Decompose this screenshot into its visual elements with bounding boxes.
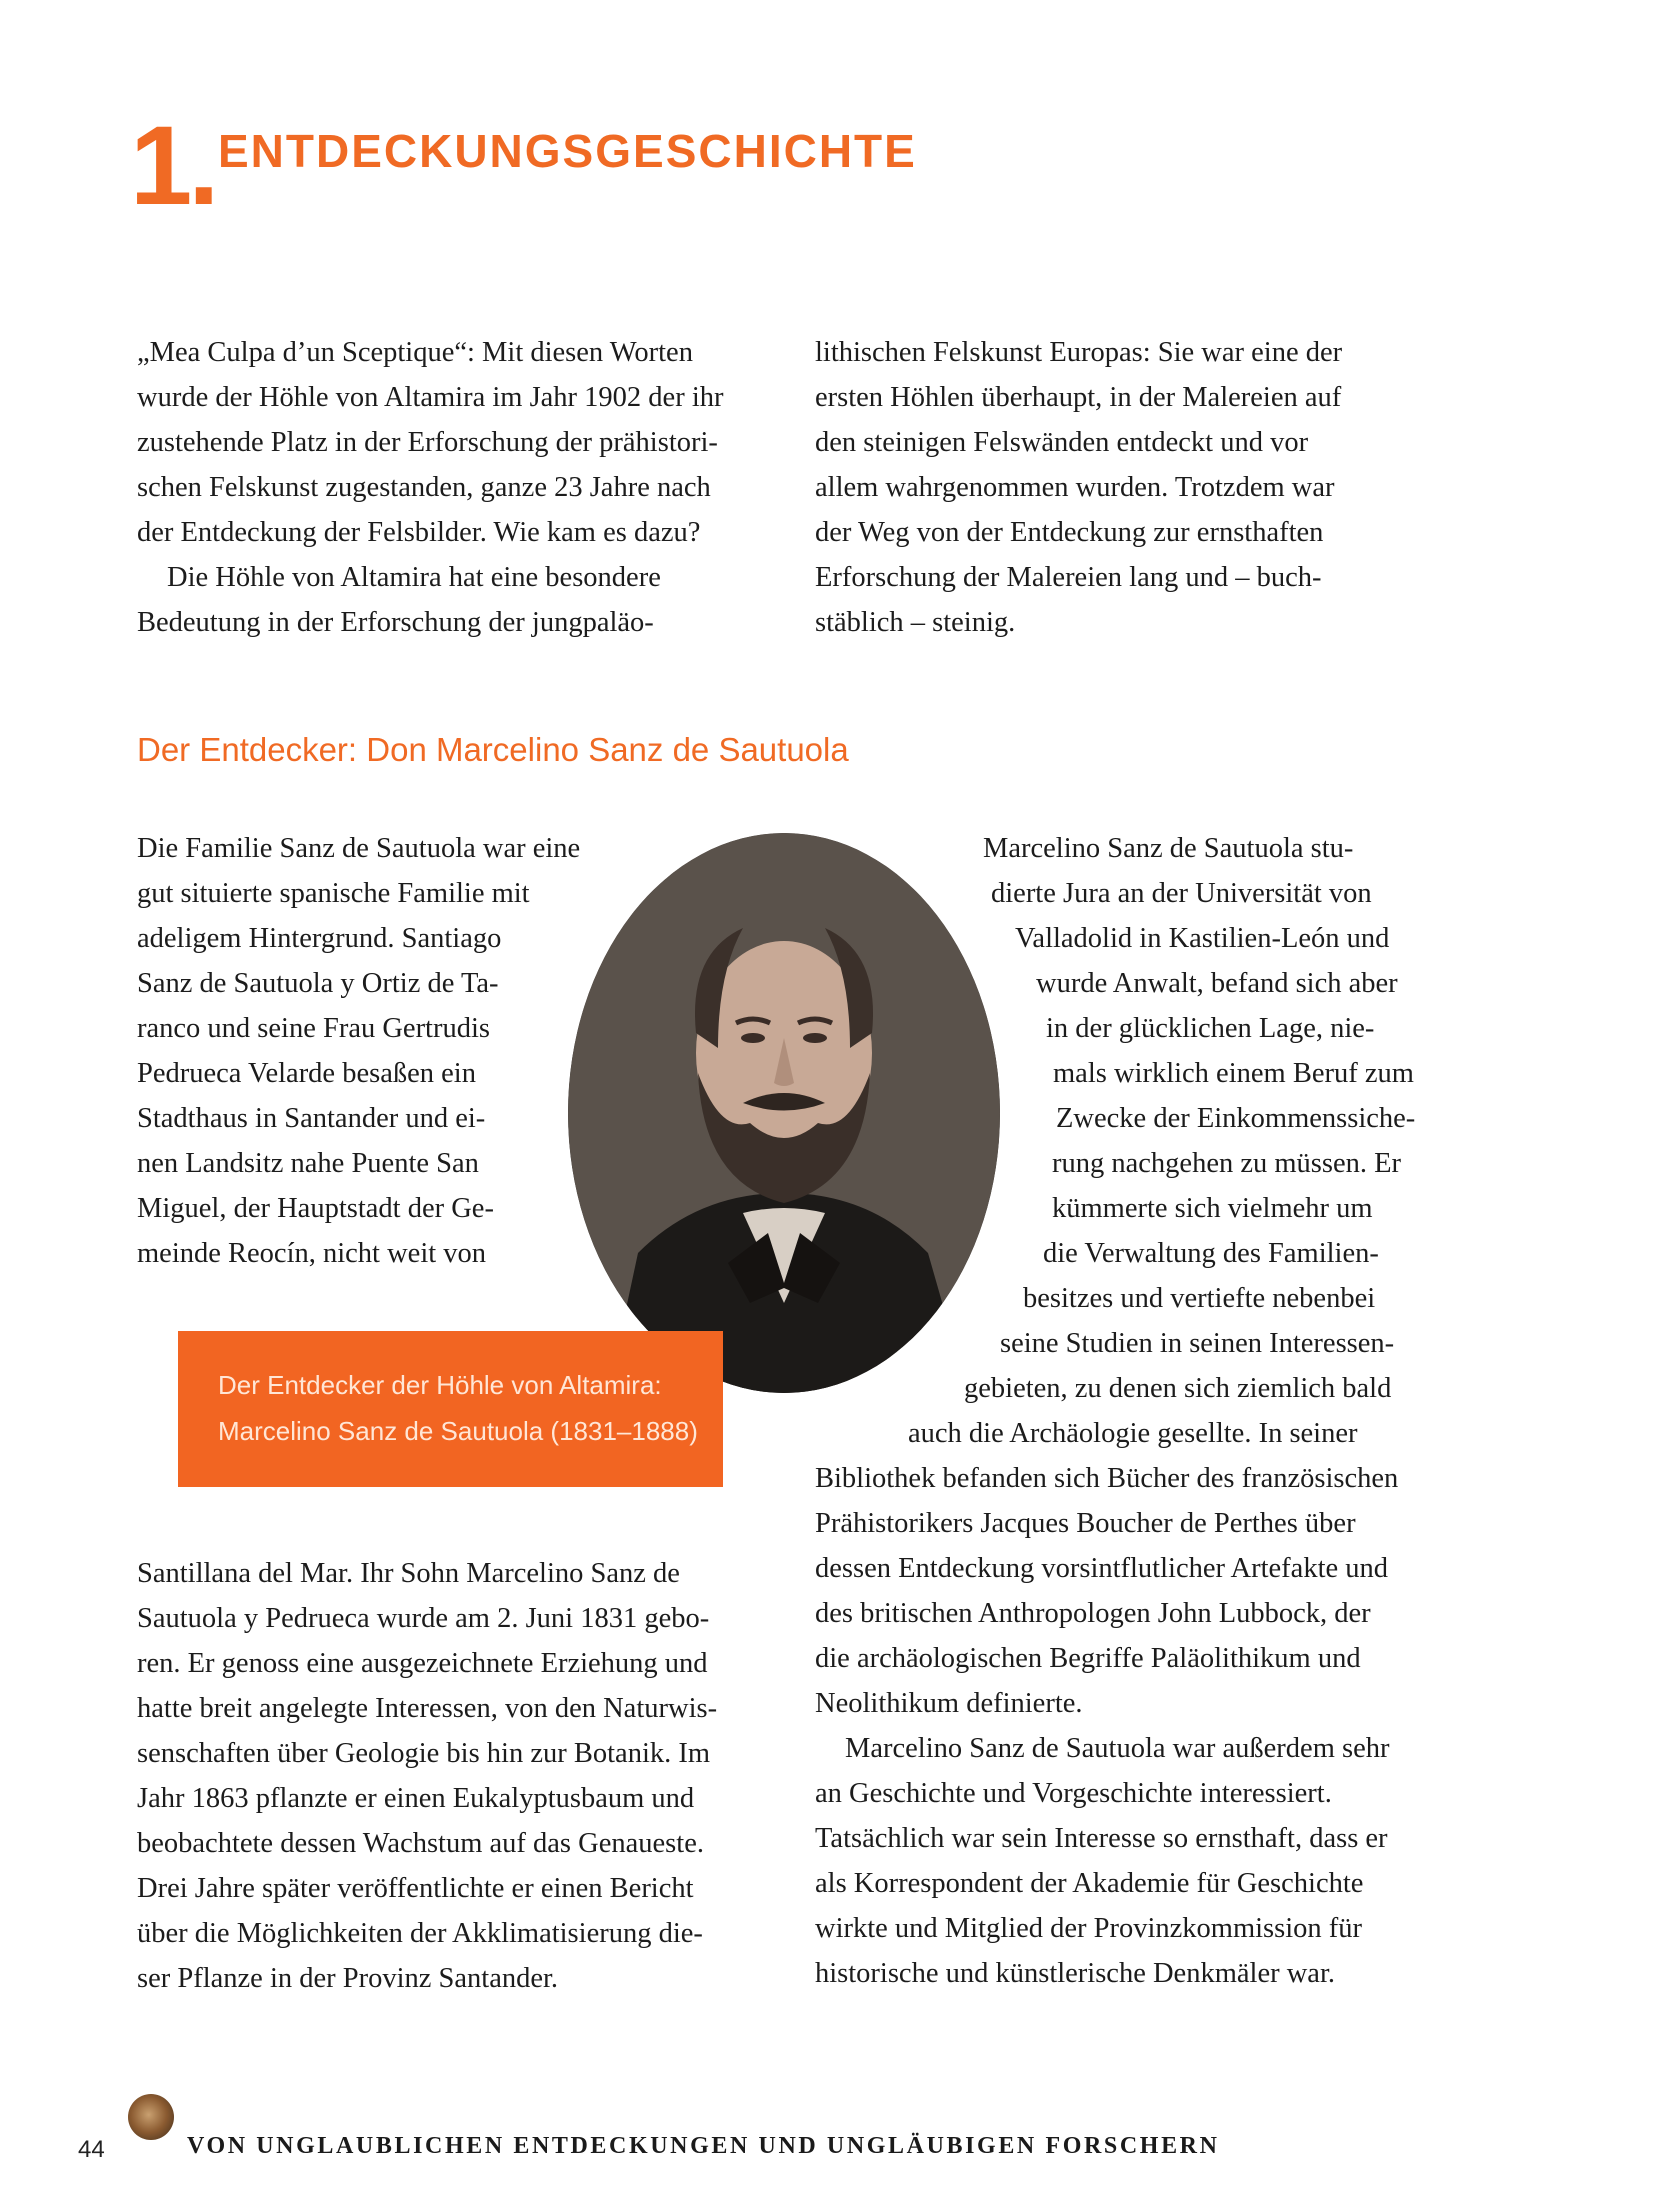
text-line: an Geschichte und Vorgeschichte interessiert. xyxy=(815,1778,1332,1809)
text-line: der Entdeckung der Felsbilder. Wie kam es dazu? xyxy=(137,517,701,548)
text-line: Tatsächlich war sein Interesse so ernsthaft, dass er xyxy=(815,1823,1388,1854)
text-line: seine Studien in seinen Interessen- xyxy=(1000,1328,1395,1359)
text-line: „Mea Culpa d’un Sceptique“: Mit diesen Worten xyxy=(137,337,693,368)
text-line: dierte Jura an der Universität von xyxy=(991,878,1372,909)
text-line: rung nachgehen zu müssen. Er xyxy=(1052,1148,1402,1179)
text-line: ersten Höhlen überhaupt, in der Malereien auf xyxy=(815,382,1342,413)
text-line: besitzes und vertiefte nebenbei xyxy=(1023,1283,1376,1314)
text-line: gut situierte spanische Familie mit xyxy=(137,878,530,909)
text-line: Marcelino Sanz de Sautuola war außerdem sehr xyxy=(845,1733,1390,1764)
text-line: Jahr 1863 pflanzte er einen Eukalyptusbaum und xyxy=(137,1783,695,1814)
chapter-number: 1. xyxy=(130,103,216,228)
text-line: als Korrespondent der Akademie für Geschichte xyxy=(815,1868,1364,1899)
text-line: dessen Entdeckung vorsintflutlicher Artefakte und xyxy=(815,1553,1389,1584)
text-line: Die Höhle von Altamira hat eine besondere xyxy=(167,562,661,593)
text-line: Drei Jahre später veröffentlichte er einen Bericht xyxy=(137,1873,694,1904)
text-line: Pedrueca Velarde besaßen ein xyxy=(137,1058,476,1089)
text-line: historische und künstlerische Denkmäler war. xyxy=(815,1958,1335,1989)
text-line: kümmerte sich vielmehr um xyxy=(1052,1193,1373,1224)
image-caption xyxy=(218,1362,698,1454)
text-line: stäblich – steinig. xyxy=(815,607,1016,638)
text-line: Sautuola y Pedrueca wurde am 2. Juni 1831 gebo- xyxy=(137,1603,710,1634)
text-line: über die Möglichkeiten der Akklimatisierung die- xyxy=(137,1918,703,1949)
running-title: VON UNGLAUBLICHEN ENTDECKUNGEN UND UNGLÄUBIGEN FORSCHERN xyxy=(187,2133,1220,2159)
section-heading: Der Entdecker: Don Marcelino Sanz de Sautuola xyxy=(137,731,849,768)
text-line: Die Familie Sanz de Sautuola war eine xyxy=(137,833,581,864)
text-line: Valladolid in Kastilien-León und xyxy=(1015,923,1390,954)
text-line: allem wahrgenommen wurden. Trotzdem war xyxy=(815,472,1335,503)
cave-painting-icon xyxy=(128,2094,174,2140)
portrait-illustration xyxy=(568,833,1000,1393)
text-line: Sanz de Sautuola y Ortiz de Ta- xyxy=(137,968,499,999)
caption-line-1: Der Entdecker der Höhle von Altamira: xyxy=(218,1370,662,1400)
text-line: wurde Anwalt, befand sich aber xyxy=(1036,968,1398,999)
portrait-photo xyxy=(568,833,1000,1393)
text-line: lithischen Felskunst Europas: Sie war eine der xyxy=(815,337,1343,368)
text-line: der Weg von der Entdeckung zur ernsthaften xyxy=(815,517,1324,548)
text-line: Bedeutung in der Erforschung der jungpaläo- xyxy=(137,607,654,638)
text-line: Santillana del Mar. Ihr Sohn Marcelino Sanz de xyxy=(137,1558,680,1589)
text-line: wurde der Höhle von Altamira im Jahr 1902 der ihr xyxy=(137,382,724,413)
text-line: meinde Reocín, nicht weit von xyxy=(137,1238,487,1269)
text-line: senschaften über Geologie bis hin zur Botanik. Im xyxy=(137,1738,711,1769)
text-line: zustehende Platz in der Erforschung der prähistori- xyxy=(137,427,718,458)
text-line: Marcelino Sanz de Sautuola stu- xyxy=(983,833,1354,864)
text-line: Miguel, der Hauptstadt der Ge- xyxy=(137,1193,494,1224)
chapter-title: ENTDECKUNGSGESCHICHTE xyxy=(218,125,917,177)
text-line: Stadthaus in Santander und ei- xyxy=(137,1103,486,1134)
text-line: mals wirklich einem Beruf zum xyxy=(1053,1058,1414,1089)
text-line: den steinigen Felswänden entdeckt und vor xyxy=(815,427,1309,458)
text-line: gebieten, zu denen sich ziemlich bald xyxy=(964,1373,1392,1404)
text-line: Zwecke der Einkommenssiche- xyxy=(1056,1103,1416,1134)
text-line: in der glücklichen Lage, nie- xyxy=(1046,1013,1375,1044)
text-line: ser Pflanze in der Provinz Santander. xyxy=(137,1963,559,1994)
text-line: Erforschung der Malereien lang und – buch- xyxy=(815,562,1322,593)
text-line: beobachtete dessen Wachstum auf das Genaueste. xyxy=(137,1828,704,1859)
text-line: schen Felskunst zugestanden, ganze 23 Jahre nach xyxy=(137,472,711,503)
text-line: die Verwaltung des Familien- xyxy=(1043,1238,1379,1269)
text-line: Bibliothek befanden sich Bücher des französischen xyxy=(815,1463,1399,1494)
text-line: wirkte und Mitglied der Provinzkommission für xyxy=(815,1913,1362,1944)
page-number: 44 xyxy=(78,2136,105,2163)
caption-line-2: Marcelino Sanz de Sautuola (1831–1888) xyxy=(218,1416,698,1446)
text-line: Prähistorikers Jacques Boucher de Perthes über xyxy=(815,1508,1356,1539)
text-line: ren. Er genoss eine ausgezeichnete Erziehung und xyxy=(137,1648,708,1679)
text-line: adeligem Hintergrund. Santiago xyxy=(137,923,502,954)
text-line: auch die Archäologie gesellte. In seiner xyxy=(908,1418,1358,1449)
text-line: Neolithikum definierte. xyxy=(815,1688,1083,1719)
text-line: des britischen Anthropologen John Lubbock, der xyxy=(815,1598,1371,1629)
text-line: nen Landsitz nahe Puente San xyxy=(137,1148,479,1179)
text-line: die archäologischen Begriffe Paläolithikum und xyxy=(815,1643,1361,1674)
text-line: ranco und seine Frau Gertrudis xyxy=(137,1013,490,1044)
text-line: hatte breit angelegte Interessen, von den Naturwis- xyxy=(137,1693,718,1724)
